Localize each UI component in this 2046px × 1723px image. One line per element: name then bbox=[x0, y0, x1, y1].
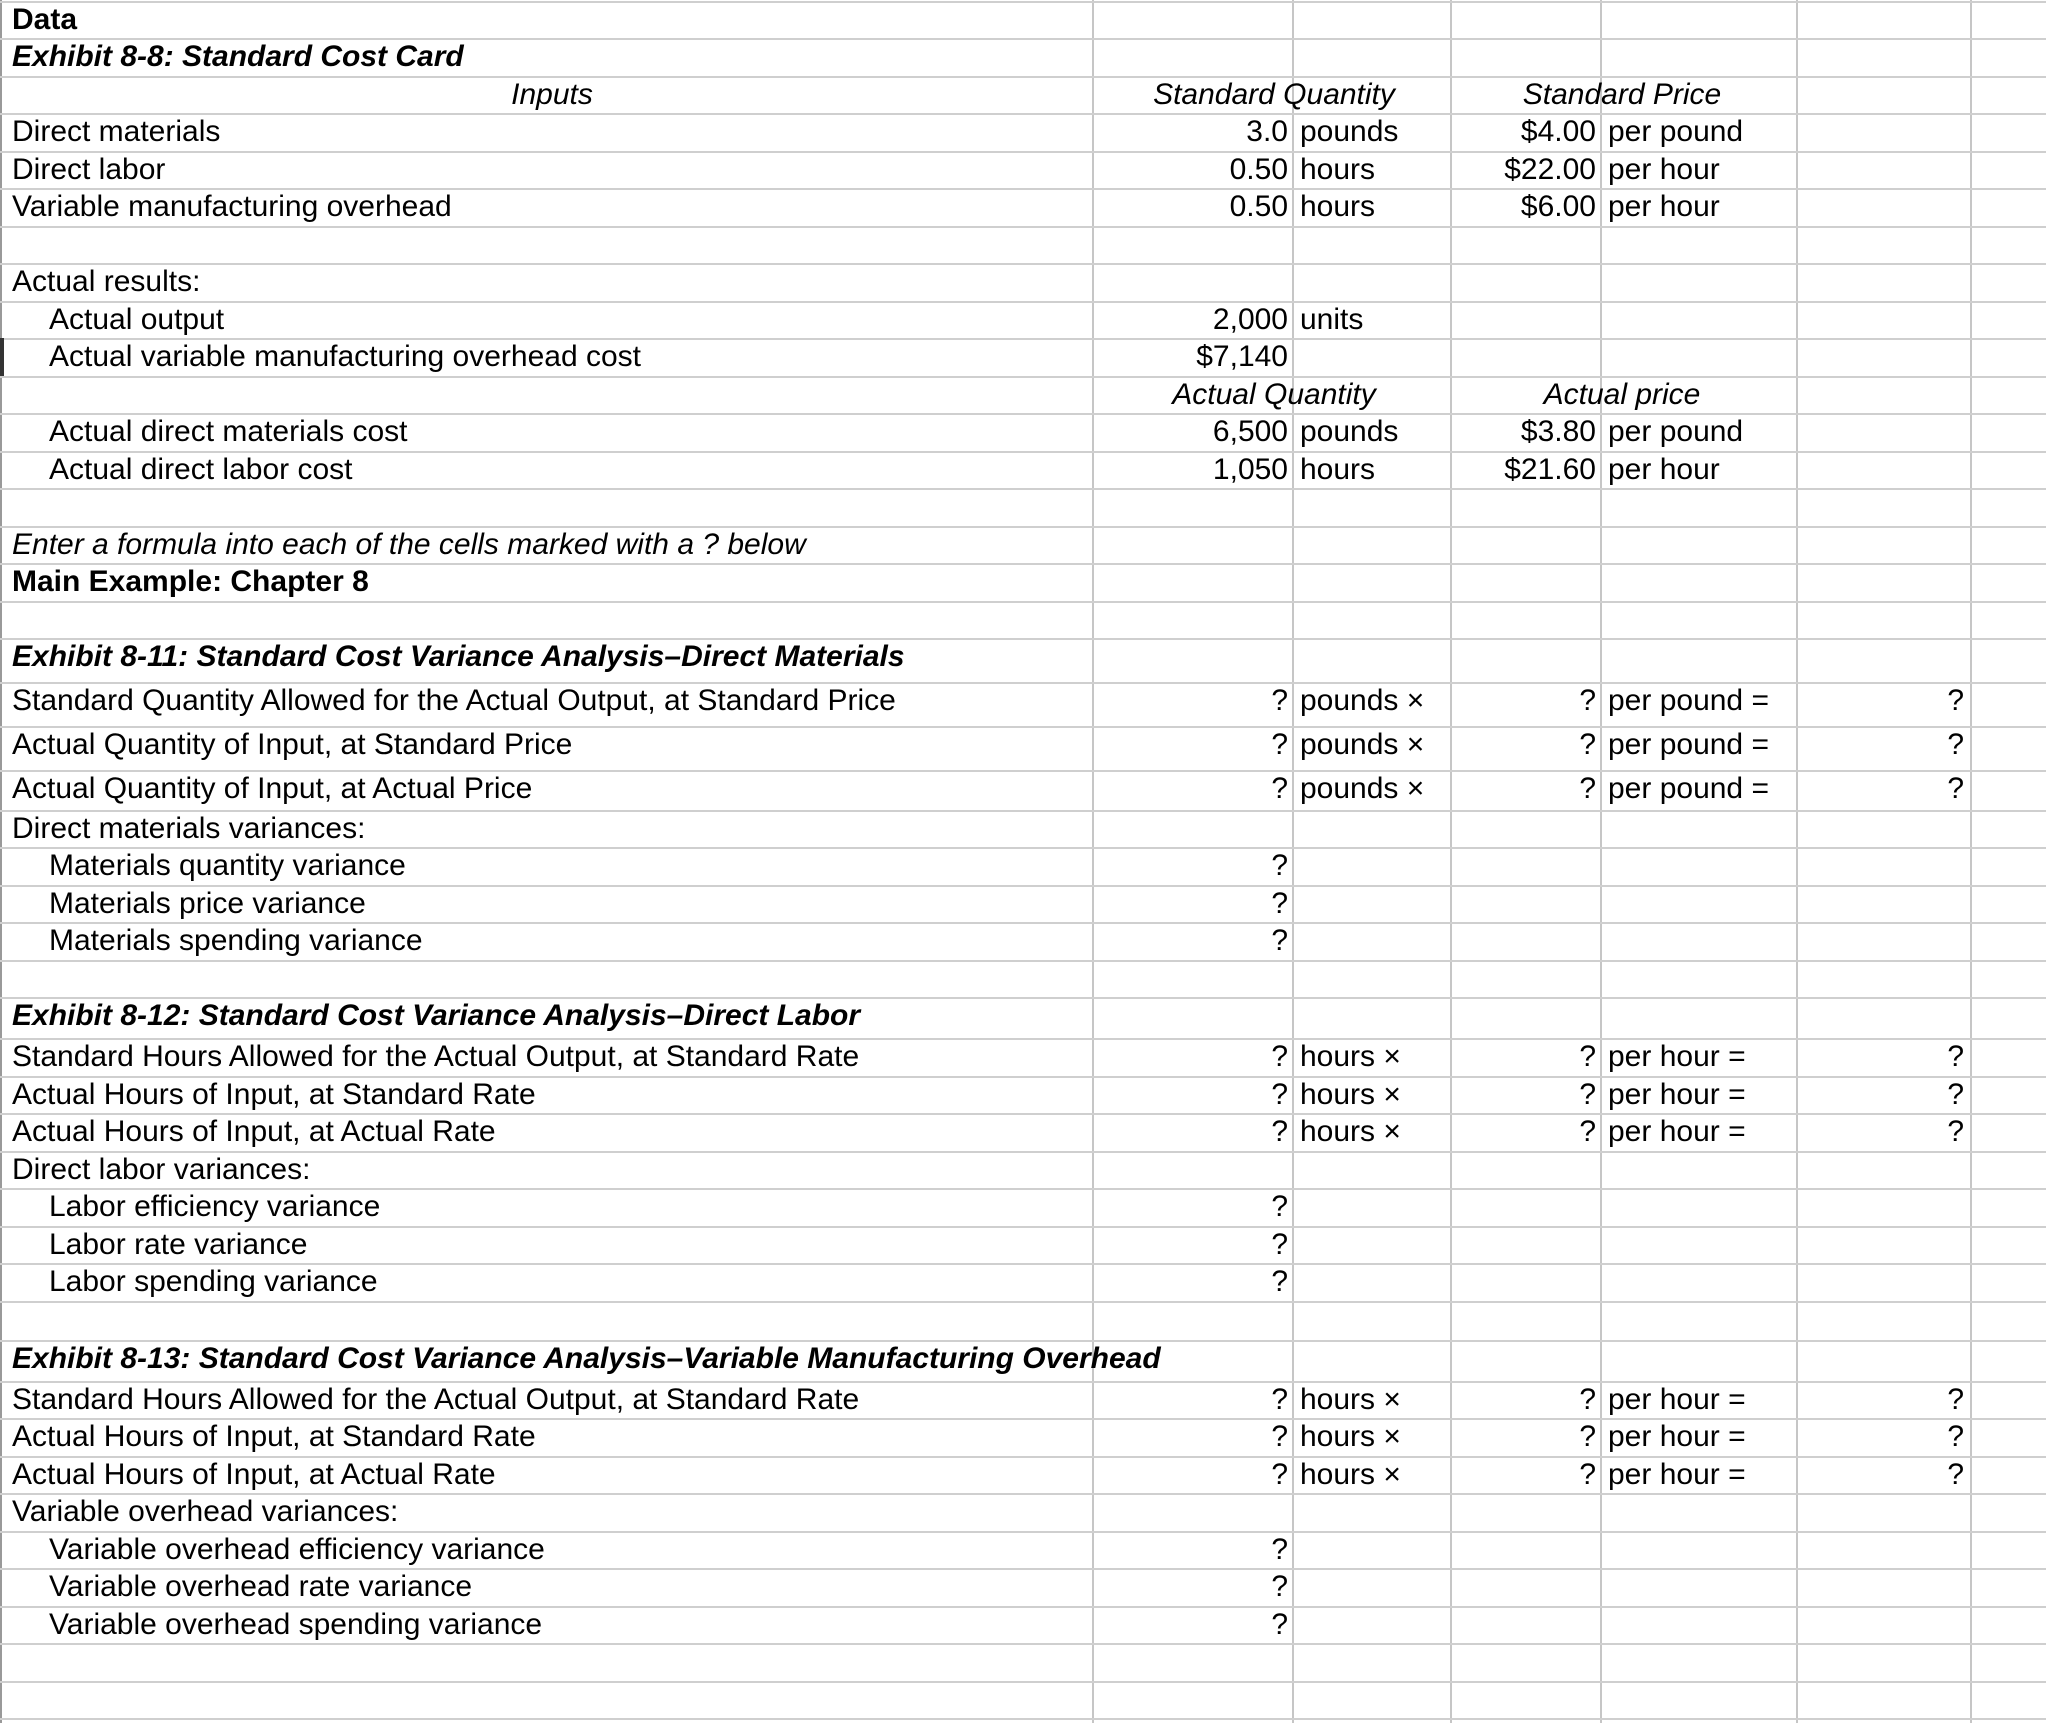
quantity-unit[interactable]: hours × bbox=[1300, 1383, 1401, 1416]
sheet-row bbox=[0, 997, 2046, 1034]
quantity-formula-cell[interactable]: ? bbox=[1271, 772, 1288, 805]
row-divider bbox=[0, 1301, 2046, 1303]
variance-analysis-row bbox=[0, 1456, 2046, 1493]
sheet-row bbox=[0, 38, 2046, 75]
total-formula-cell[interactable]: ? bbox=[1947, 1040, 1964, 1073]
total-formula-cell[interactable]: ? bbox=[1947, 1078, 1964, 1111]
sheet-row bbox=[0, 301, 2046, 338]
analysis-row-label[interactable]: Actual Hours of Input, at Standard Rate bbox=[12, 1420, 536, 1453]
quantity-formula-cell[interactable]: ? bbox=[1271, 684, 1288, 717]
price-formula-cell[interactable]: ? bbox=[1579, 684, 1596, 717]
sheet-row bbox=[0, 263, 2046, 300]
price-unit[interactable]: per hour = bbox=[1608, 1383, 1746, 1416]
total-formula-cell[interactable]: ? bbox=[1947, 1115, 1964, 1148]
row-divider bbox=[0, 1681, 2046, 1683]
price-formula-cell[interactable]: ? bbox=[1579, 1458, 1596, 1491]
variance-row bbox=[0, 1568, 2046, 1605]
row-divider bbox=[0, 960, 2046, 962]
variance-analysis-row bbox=[0, 726, 2046, 763]
price-unit[interactable]: per pound bbox=[1608, 415, 1744, 448]
actual-cost-row bbox=[0, 413, 2046, 450]
variance-formula-cell[interactable]: ? bbox=[1271, 1608, 1288, 1641]
sheet-row bbox=[0, 1493, 2046, 1530]
analysis-row-label[interactable]: Actual Quantity of Input, at Standard Price bbox=[12, 728, 573, 761]
price-formula-cell[interactable]: ? bbox=[1579, 1115, 1596, 1148]
actual-price-value[interactable]: $3.80 bbox=[1520, 415, 1596, 448]
price-formula-cell[interactable]: ? bbox=[1579, 772, 1596, 805]
variance-row bbox=[0, 922, 2046, 959]
standard-cost-row bbox=[0, 113, 2046, 150]
variance-formula-cell[interactable]: ? bbox=[1271, 1190, 1288, 1223]
total-formula-cell[interactable]: ? bbox=[1947, 1420, 1964, 1453]
total-formula-cell[interactable]: ? bbox=[1947, 1383, 1964, 1416]
variance-formula-cell[interactable]: ? bbox=[1271, 924, 1288, 957]
sheet-row bbox=[0, 338, 2046, 375]
variance-row bbox=[0, 1531, 2046, 1568]
sheet-row bbox=[0, 563, 2046, 600]
actual-voh-cost-value[interactable]: $7,140 bbox=[1196, 340, 1288, 373]
total-formula-cell[interactable]: ? bbox=[1947, 772, 1964, 805]
price-unit[interactable]: per pound = bbox=[1608, 728, 1769, 761]
quantity-unit[interactable]: hours bbox=[1300, 153, 1376, 186]
quantity-formula-cell[interactable]: ? bbox=[1271, 1040, 1288, 1073]
actual-output-unit[interactable]: units bbox=[1300, 303, 1364, 336]
price-unit[interactable]: per hour bbox=[1608, 190, 1720, 223]
quantity-unit[interactable]: pounds × bbox=[1300, 684, 1425, 717]
sheet-row bbox=[0, 76, 2046, 113]
variance-label[interactable]: Materials price variance bbox=[49, 887, 366, 920]
analysis-row-label[interactable]: Actual Hours of Input, at Actual Rate bbox=[12, 1115, 496, 1148]
price-formula-cell[interactable]: ? bbox=[1579, 728, 1596, 761]
actual-voh-cost-label[interactable]: Actual variable manufacturing overhead cost bbox=[49, 340, 642, 373]
variance-analysis-row bbox=[0, 1418, 2046, 1455]
exhibit-title[interactable]: Exhibit 8-12: Standard Cost Variance Analysis–Direct Labor bbox=[12, 999, 861, 1032]
quantity-formula-cell[interactable]: ? bbox=[1271, 1078, 1288, 1111]
variance-formula-cell[interactable]: ? bbox=[1271, 887, 1288, 920]
quantity-unit[interactable]: hours bbox=[1300, 453, 1376, 486]
price-unit[interactable]: per hour = bbox=[1608, 1040, 1746, 1073]
quantity-unit[interactable]: hours bbox=[1300, 190, 1376, 223]
variance-row bbox=[0, 1188, 2046, 1225]
analysis-row-label[interactable]: Actual Hours of Input, at Standard Rate bbox=[12, 1078, 536, 1111]
main-example-title[interactable]: Main Example: Chapter 8 bbox=[12, 565, 369, 598]
sheet-row bbox=[0, 1151, 2046, 1188]
variance-label[interactable]: Materials quantity variance bbox=[49, 849, 406, 882]
row-divider bbox=[0, 1718, 2046, 1720]
quantity-formula-cell[interactable]: ? bbox=[1271, 728, 1288, 761]
variance-analysis-row bbox=[0, 770, 2046, 807]
variance-analysis-row bbox=[0, 1113, 2046, 1150]
variance-label[interactable]: Materials spending variance bbox=[49, 924, 423, 957]
quantity-formula-cell[interactable]: ? bbox=[1271, 1115, 1288, 1148]
variance-label[interactable]: Labor spending variance bbox=[49, 1265, 378, 1298]
standard-quantity-header[interactable]: Standard Quantity bbox=[1153, 78, 1395, 111]
quantity-unit[interactable]: pounds × bbox=[1300, 772, 1425, 805]
variance-label[interactable]: Variable overhead spending variance bbox=[49, 1608, 543, 1641]
variance-label[interactable]: Variable overhead efficiency variance bbox=[49, 1533, 545, 1566]
actual-quantity-header[interactable]: Actual Quantity bbox=[1172, 378, 1376, 411]
exhibit-title[interactable]: Exhibit 8-11: Standard Cost Variance Analysis–Direct Materials bbox=[12, 640, 905, 673]
price-formula-cell[interactable]: ? bbox=[1579, 1420, 1596, 1453]
cost-item-label[interactable]: Direct labor bbox=[12, 153, 166, 186]
actual-output-value[interactable]: 2,000 bbox=[1212, 303, 1288, 336]
variance-label[interactable]: Labor efficiency variance bbox=[49, 1190, 381, 1223]
quantity-formula-cell[interactable]: ? bbox=[1271, 1383, 1288, 1416]
total-formula-cell[interactable]: ? bbox=[1947, 684, 1964, 717]
price-unit[interactable]: per hour = bbox=[1608, 1078, 1746, 1111]
row-divider bbox=[0, 226, 2046, 228]
variance-analysis-row bbox=[0, 682, 2046, 719]
quantity-formula-cell[interactable]: ? bbox=[1271, 1458, 1288, 1491]
variances-heading[interactable]: Direct materials variances: bbox=[12, 812, 366, 845]
price-formula-cell[interactable]: ? bbox=[1579, 1383, 1596, 1416]
actual-quantity-value[interactable]: 1,050 bbox=[1212, 453, 1288, 486]
cost-item-label[interactable]: Direct materials bbox=[12, 115, 221, 148]
sheet-row bbox=[0, 376, 2046, 413]
price-unit[interactable]: per hour = bbox=[1608, 1458, 1746, 1491]
standard-price-value[interactable]: $22.00 bbox=[1504, 153, 1596, 186]
cost-item-label[interactable]: Variable manufacturing overhead bbox=[12, 190, 452, 223]
quantity-unit[interactable]: hours × bbox=[1300, 1458, 1401, 1491]
quantity-formula-cell[interactable]: ? bbox=[1271, 1420, 1288, 1453]
row-divider bbox=[0, 601, 2046, 603]
variance-label[interactable]: Variable overhead rate variance bbox=[49, 1570, 473, 1603]
actual-cost-label[interactable]: Actual direct materials cost bbox=[49, 415, 408, 448]
standard-quantity-value[interactable]: 0.50 bbox=[1229, 153, 1288, 186]
quantity-unit[interactable]: pounds bbox=[1300, 115, 1399, 148]
variance-analysis-row bbox=[0, 1076, 2046, 1113]
sheet-row bbox=[0, 638, 2046, 675]
quantity-unit[interactable]: pounds bbox=[1300, 415, 1399, 448]
quantity-unit[interactable]: pounds × bbox=[1300, 728, 1425, 761]
standard-cost-row bbox=[0, 151, 2046, 188]
standard-price-value[interactable]: $6.00 bbox=[1520, 190, 1596, 223]
inputs-header[interactable]: Inputs bbox=[511, 78, 593, 111]
standard-cost-card-title[interactable]: Exhibit 8-8: Standard Cost Card bbox=[12, 40, 464, 73]
variances-heading[interactable]: Variable overhead variances: bbox=[12, 1495, 399, 1528]
variance-row bbox=[0, 1606, 2046, 1643]
variance-analysis-row bbox=[0, 1381, 2046, 1418]
analysis-row-label[interactable]: Standard Quantity Allowed for the Actual Output, at Standard Price bbox=[12, 684, 896, 717]
price-unit[interactable]: per hour = bbox=[1608, 1420, 1746, 1453]
actual-cost-label[interactable]: Actual direct labor cost bbox=[49, 453, 353, 486]
actual-output-label[interactable]: Actual output bbox=[49, 303, 225, 336]
variance-label[interactable]: Labor rate variance bbox=[49, 1228, 308, 1261]
sheet-row bbox=[0, 526, 2046, 563]
price-unit[interactable]: per pound bbox=[1608, 115, 1744, 148]
price-formula-cell[interactable]: ? bbox=[1579, 1040, 1596, 1073]
analysis-row-label[interactable]: Standard Hours Allowed for the Actual Output, at Standard Rate bbox=[12, 1040, 860, 1073]
quantity-unit[interactable]: hours × bbox=[1300, 1420, 1401, 1453]
actual-results-label[interactable]: Actual results: bbox=[12, 265, 201, 298]
price-unit[interactable]: per hour bbox=[1608, 453, 1720, 486]
variance-row bbox=[0, 847, 2046, 884]
actual-price-header[interactable]: Actual price bbox=[1543, 378, 1701, 411]
analysis-row-label[interactable]: Actual Quantity of Input, at Actual Price bbox=[12, 772, 533, 805]
variance-row bbox=[0, 1226, 2046, 1263]
sheet-row bbox=[0, 1340, 2046, 1377]
actual-cost-row bbox=[0, 451, 2046, 488]
data-section-label[interactable]: Data bbox=[12, 3, 78, 36]
total-formula-cell[interactable]: ? bbox=[1947, 1458, 1964, 1491]
variance-analysis-row bbox=[0, 1038, 2046, 1075]
standard-quantity-value[interactable]: 3.0 bbox=[1246, 115, 1288, 148]
variance-formula-cell[interactable]: ? bbox=[1271, 1533, 1288, 1566]
standard-price-value[interactable]: $4.00 bbox=[1520, 115, 1596, 148]
actual-quantity-value[interactable]: 6,500 bbox=[1212, 415, 1288, 448]
quantity-unit[interactable]: hours × bbox=[1300, 1040, 1401, 1073]
variance-formula-cell[interactable]: ? bbox=[1271, 1570, 1288, 1603]
analysis-row-label[interactable]: Actual Hours of Input, at Actual Rate bbox=[12, 1458, 496, 1491]
analysis-row-label[interactable]: Standard Hours Allowed for the Actual Output, at Standard Rate bbox=[12, 1383, 860, 1416]
price-unit[interactable]: per hour bbox=[1608, 153, 1720, 186]
quantity-unit[interactable]: hours × bbox=[1300, 1078, 1401, 1111]
exhibit-title[interactable]: Exhibit 8-13: Standard Cost Variance Analysis–Variable Manufacturing Overhead bbox=[12, 1342, 1161, 1375]
row-selection-marker bbox=[0, 338, 4, 376]
quantity-unit[interactable]: hours × bbox=[1300, 1115, 1401, 1148]
instruction-text[interactable]: Enter a formula into each of the cells marked with a ? below bbox=[12, 528, 806, 561]
variance-formula-cell[interactable]: ? bbox=[1271, 1265, 1288, 1298]
variance-formula-cell[interactable]: ? bbox=[1271, 849, 1288, 882]
variance-formula-cell[interactable]: ? bbox=[1271, 1228, 1288, 1261]
variance-row bbox=[0, 885, 2046, 922]
variance-row bbox=[0, 1263, 2046, 1300]
price-unit[interactable]: per hour = bbox=[1608, 1115, 1746, 1148]
price-unit[interactable]: per pound = bbox=[1608, 772, 1769, 805]
sheet-row bbox=[0, 810, 2046, 847]
standard-quantity-value[interactable]: 0.50 bbox=[1229, 190, 1288, 223]
variances-heading[interactable]: Direct labor variances: bbox=[12, 1153, 311, 1186]
price-unit[interactable]: per pound = bbox=[1608, 684, 1769, 717]
standard-cost-row bbox=[0, 188, 2046, 225]
actual-price-value[interactable]: $21.60 bbox=[1504, 453, 1596, 486]
price-formula-cell[interactable]: ? bbox=[1579, 1078, 1596, 1111]
total-formula-cell[interactable]: ? bbox=[1947, 728, 1964, 761]
sheet-row bbox=[0, 1, 2046, 38]
standard-price-header[interactable]: Standard Price bbox=[1522, 78, 1722, 111]
